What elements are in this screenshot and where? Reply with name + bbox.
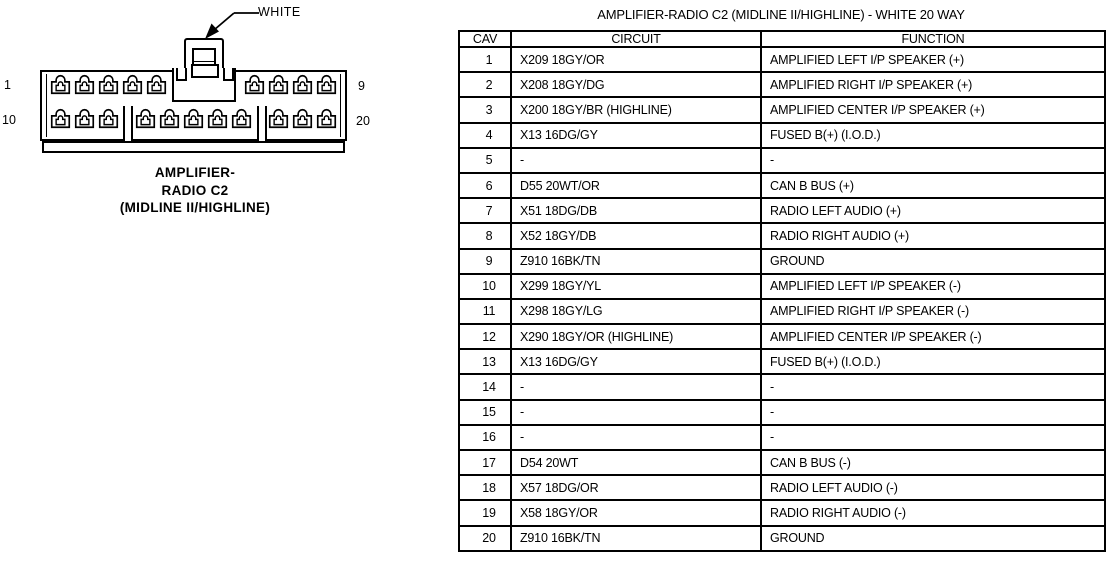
pin-terminal-icon: [292, 108, 313, 129]
pin-terminal-icon: [316, 74, 337, 95]
cav-cell: 20: [459, 526, 511, 551]
table-row: [459, 274, 1105, 299]
latch-slot-left: [176, 68, 187, 81]
pin-terminal-icon: [268, 108, 289, 129]
pin-terminal-icon: [146, 74, 167, 95]
function-cell: GROUND: [761, 526, 1105, 551]
cav-cell: 13: [459, 349, 511, 374]
function-cell: AMPLIFIED LEFT I/P SPEAKER (+): [761, 47, 1105, 72]
cavity-label-10: 10: [2, 113, 16, 127]
cav-cell: 10: [459, 274, 511, 299]
function-cell: -: [761, 374, 1105, 399]
circuit-cell: -: [511, 148, 761, 173]
cav-cell: 12: [459, 324, 511, 349]
table-row: [459, 223, 1105, 248]
pin-terminal-icon: [183, 108, 204, 129]
function-cell: CAN B BUS (+): [761, 173, 1105, 198]
pin-terminal-icon: [98, 74, 119, 95]
circuit-cell: -: [511, 400, 761, 425]
cav-cell: 9: [459, 249, 511, 274]
function-cell: AMPLIFIED CENTER I/P SPEAKER (-): [761, 324, 1105, 349]
function-cell: CAN B BUS (-): [761, 450, 1105, 475]
circuit-cell: -: [511, 425, 761, 450]
caption-line-3: (MIDLINE II/HIGHLINE): [119, 200, 271, 215]
table-row: [459, 249, 1105, 274]
pin-terminal-icon: [292, 74, 313, 95]
function-cell: -: [761, 425, 1105, 450]
table-row: [459, 475, 1105, 500]
cav-cell: 16: [459, 425, 511, 450]
pin-terminal-icon: [244, 74, 265, 95]
cav-cell: 17: [459, 450, 511, 475]
cav-cell: 19: [459, 500, 511, 525]
header-circuit: CIRCUIT: [511, 31, 761, 47]
table-row: [459, 299, 1105, 324]
cav-cell: 5: [459, 148, 511, 173]
pin-group-top-right: [244, 74, 337, 95]
latch-tab-line: [194, 61, 214, 62]
circuit-cell: -: [511, 374, 761, 399]
table-row: [459, 123, 1105, 148]
pin-terminal-icon: [98, 108, 119, 129]
circuit-cell: Z910 16BK/TN: [511, 526, 761, 551]
pin-terminal-icon: [135, 108, 156, 129]
circuit-cell: X209 18GY/OR: [511, 47, 761, 72]
pin-terminal-icon: [74, 108, 95, 129]
table-row: [459, 173, 1105, 198]
circuit-cell: Z910 16BK/TN: [511, 249, 761, 274]
function-cell: RADIO RIGHT AUDIO (-): [761, 500, 1105, 525]
table-row: [459, 425, 1105, 450]
pin-group-bottom-left: [50, 108, 119, 129]
pinout-table: [458, 30, 1106, 552]
header-row: [459, 31, 1105, 47]
pinout-table-header: [459, 31, 1105, 47]
table-row: [459, 97, 1105, 122]
function-cell: -: [761, 400, 1105, 425]
cav-cell: 4: [459, 123, 511, 148]
table-row: [459, 198, 1105, 223]
pin-terminal-icon: [122, 74, 143, 95]
cav-cell: 8: [459, 223, 511, 248]
pin-terminal-icon: [207, 108, 228, 129]
cav-cell: 2: [459, 72, 511, 97]
cavity-label-9: 9: [358, 79, 365, 93]
cavity-label-1: 1: [4, 78, 11, 92]
pin-group-bottom-right: [268, 108, 337, 129]
function-cell: RADIO LEFT AUDIO (+): [761, 198, 1105, 223]
table-row: [459, 324, 1105, 349]
latch-slot-right: [223, 68, 234, 81]
function-cell: RADIO RIGHT AUDIO (+): [761, 223, 1105, 248]
pinout-table-body: [459, 47, 1105, 551]
cav-cell: 1: [459, 47, 511, 72]
header-cav: CAV: [459, 31, 511, 47]
function-cell: AMPLIFIED LEFT I/P SPEAKER (-): [761, 274, 1105, 299]
connector-base: [42, 141, 345, 153]
function-cell: FUSED B(+) (I.O.D.): [761, 349, 1105, 374]
function-cell: -: [761, 148, 1105, 173]
pin-terminal-icon: [159, 108, 180, 129]
circuit-cell: X200 18GY/BR (HIGHLINE): [511, 97, 761, 122]
pin-terminal-icon: [50, 108, 71, 129]
circuit-cell: X13 16DG/GY: [511, 349, 761, 374]
pin-group-bottom-center: [135, 108, 252, 129]
pin-terminal-icon: [50, 74, 71, 95]
cavity-label-20: 20: [356, 114, 370, 128]
circuit-cell: X13 16DG/GY: [511, 123, 761, 148]
pin-group-top-left: [50, 74, 167, 95]
connector-caption: [90, 164, 300, 217]
table-row: [459, 47, 1105, 72]
pin-terminal-icon: [316, 108, 337, 129]
circuit-cell: X51 18DG/DB: [511, 198, 761, 223]
circuit-cell: X290 18GY/OR (HIGHLINE): [511, 324, 761, 349]
function-cell: AMPLIFIED RIGHT I/P SPEAKER (-): [761, 299, 1105, 324]
table-row: [459, 374, 1105, 399]
circuit-cell: X299 18GY/YL: [511, 274, 761, 299]
connector-color-label: WHITE: [258, 5, 301, 19]
cav-cell: 15: [459, 400, 511, 425]
caption-line-2: RADIO C2: [161, 182, 229, 198]
latch-stem: [191, 64, 219, 78]
function-cell: RADIO LEFT AUDIO (-): [761, 475, 1105, 500]
circuit-cell: X298 18GY/LG: [511, 299, 761, 324]
circuit-cell: D55 20WT/OR: [511, 173, 761, 198]
function-cell: GROUND: [761, 249, 1105, 274]
table-row: [459, 148, 1105, 173]
function-cell: AMPLIFIED RIGHT I/P SPEAKER (+): [761, 72, 1105, 97]
table-row: [459, 526, 1105, 551]
table-row: [459, 72, 1105, 97]
cav-cell: 14: [459, 374, 511, 399]
cav-cell: 11: [459, 299, 511, 324]
circuit-cell: X58 18GY/OR: [511, 500, 761, 525]
circuit-cell: D54 20WT: [511, 450, 761, 475]
table-row: [459, 450, 1105, 475]
function-cell: AMPLIFIED CENTER I/P SPEAKER (+): [761, 97, 1105, 122]
circuit-cell: X57 18DG/OR: [511, 475, 761, 500]
cav-cell: 7: [459, 198, 511, 223]
cav-cell: 3: [459, 97, 511, 122]
cav-cell: 6: [459, 173, 511, 198]
table-row: [459, 349, 1105, 374]
table-title: AMPLIFIER-RADIO C2 (MIDLINE II/HIGHLINE) - WHITE 20 WAY: [597, 7, 965, 22]
table-row: [459, 500, 1105, 525]
pin-terminal-icon: [74, 74, 95, 95]
pin-terminal-icon: [231, 108, 252, 129]
pin-terminal-icon: [268, 74, 289, 95]
header-function: FUNCTION: [761, 31, 1105, 47]
circuit-cell: X52 18GY/DB: [511, 223, 761, 248]
function-cell: FUSED B(+) (I.O.D.): [761, 123, 1105, 148]
table-row: [459, 400, 1105, 425]
circuit-cell: X208 18GY/DG: [511, 72, 761, 97]
caption-line-1: AMPLIFIER-: [154, 165, 236, 180]
cav-cell: 18: [459, 475, 511, 500]
connector-diagram: [0, 0, 455, 568]
